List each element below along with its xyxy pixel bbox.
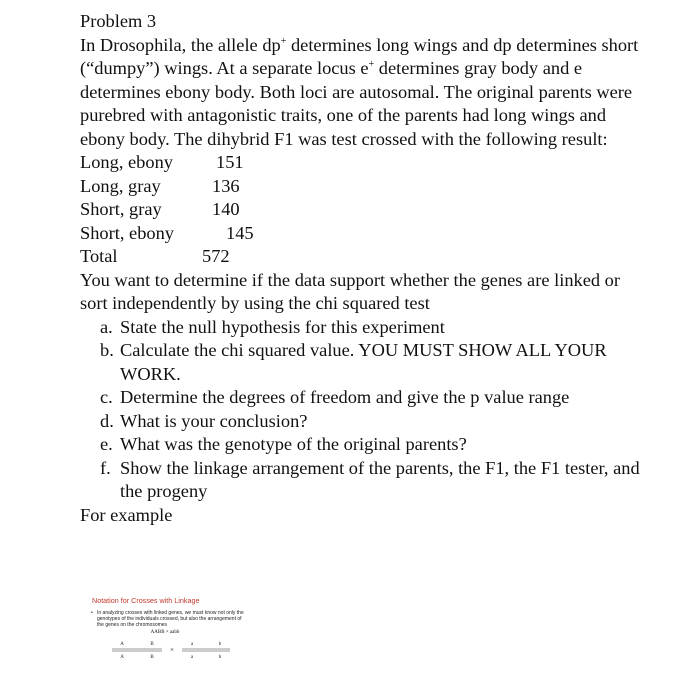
right-bottom-allele-2: b (218, 655, 222, 660)
results-table (80, 151, 254, 269)
linkage-cross-diagram (90, 637, 250, 667)
question-parts (80, 316, 640, 504)
list-item (80, 339, 640, 386)
phenotype-cell: Short, ebony (80, 222, 174, 243)
table-row (80, 245, 254, 269)
question-text: You want to determine if the data support whether the genes are linked or sort independently by using the chi squared test (80, 269, 620, 313)
table-row (80, 175, 254, 199)
right-bottom-allele-1: a (190, 655, 194, 660)
part-mark: b. (100, 340, 114, 360)
part-text: What is your conclusion? (120, 410, 308, 431)
intro-text-2: determines long wings and dp determines short (“dumpy”) wings. At a separate locus e (80, 34, 639, 78)
right-top-allele-1: a (190, 642, 194, 647)
intro-superscript-1: + (280, 35, 287, 47)
count-cell: 140 (212, 199, 240, 219)
table-row (80, 151, 254, 175)
table-row (80, 198, 254, 222)
problem-title: Problem 3 (80, 11, 157, 31)
for-example-label: For example (80, 504, 173, 525)
problem-intro (80, 34, 640, 152)
table-row (80, 222, 254, 246)
left-bottom-allele-1: A (120, 655, 124, 660)
part-text: State the null hypothesis for this experiment (120, 316, 445, 337)
cross-label: AABB × aabb (150, 630, 180, 635)
part-text: Determine the degrees of freedom and give the p value range (120, 387, 570, 407)
example-figure (90, 596, 250, 678)
part-mark: d. (100, 410, 114, 431)
count-cell: 145 (226, 222, 254, 243)
part-mark: f. (100, 457, 111, 478)
example-title: Notation for Crosses with Linkage (92, 596, 200, 605)
part-text: Show the linkage arrangement of the parents, the F1, the F1 tester, and the progeny (120, 457, 640, 501)
list-item (80, 386, 640, 410)
part-mark: a. (100, 316, 113, 337)
phenotype-cell: Short, gray (80, 199, 162, 219)
list-item (80, 457, 640, 504)
intro-superscript-2: + (368, 58, 375, 70)
bullet-dot-icon: • (91, 610, 93, 616)
phenotype-cell: Long, ebony (80, 152, 173, 172)
count-cell: 572 (202, 246, 230, 266)
part-mark: c. (100, 387, 113, 407)
part-mark: e. (100, 434, 113, 454)
example-bullet-text: In analyzing crosses with linked genes, we must know not only the genotypes of the individuals crossed, but also the arrangement of the genes on the chromosomes (97, 610, 244, 628)
part-text: What was the genotype of the original parents? (120, 434, 467, 454)
left-bottom-allele-2: B (150, 655, 154, 660)
list-item (80, 316, 640, 340)
problem-document (80, 10, 640, 527)
cross-times-symbol: × (170, 646, 174, 654)
example-bullet (90, 610, 247, 628)
phenotype-cell: Long, gray (80, 175, 161, 196)
left-top-allele-2: B (150, 642, 154, 647)
right-top-allele-2: b (218, 642, 222, 647)
count-cell: 151 (216, 152, 244, 172)
intro-text-1: In Drosophila, the allele dp (80, 34, 281, 55)
part-text: Calculate the chi squared value. YOU MUST SHOW ALL YOUR WORK. (120, 340, 607, 384)
list-item (80, 433, 640, 457)
phenotype-cell: Total (80, 246, 118, 266)
intro-text-3: determines gray body and e determines ebony body. Both loci are autosomal. The original parents were purebred with antagonistic traits, one of the parents had long wings and ebony body. The dihybrid F1 was test crossed with the following result: (80, 58, 633, 149)
left-top-allele-1: A (120, 642, 124, 647)
count-cell: 136 (212, 175, 240, 196)
list-item (80, 410, 640, 434)
